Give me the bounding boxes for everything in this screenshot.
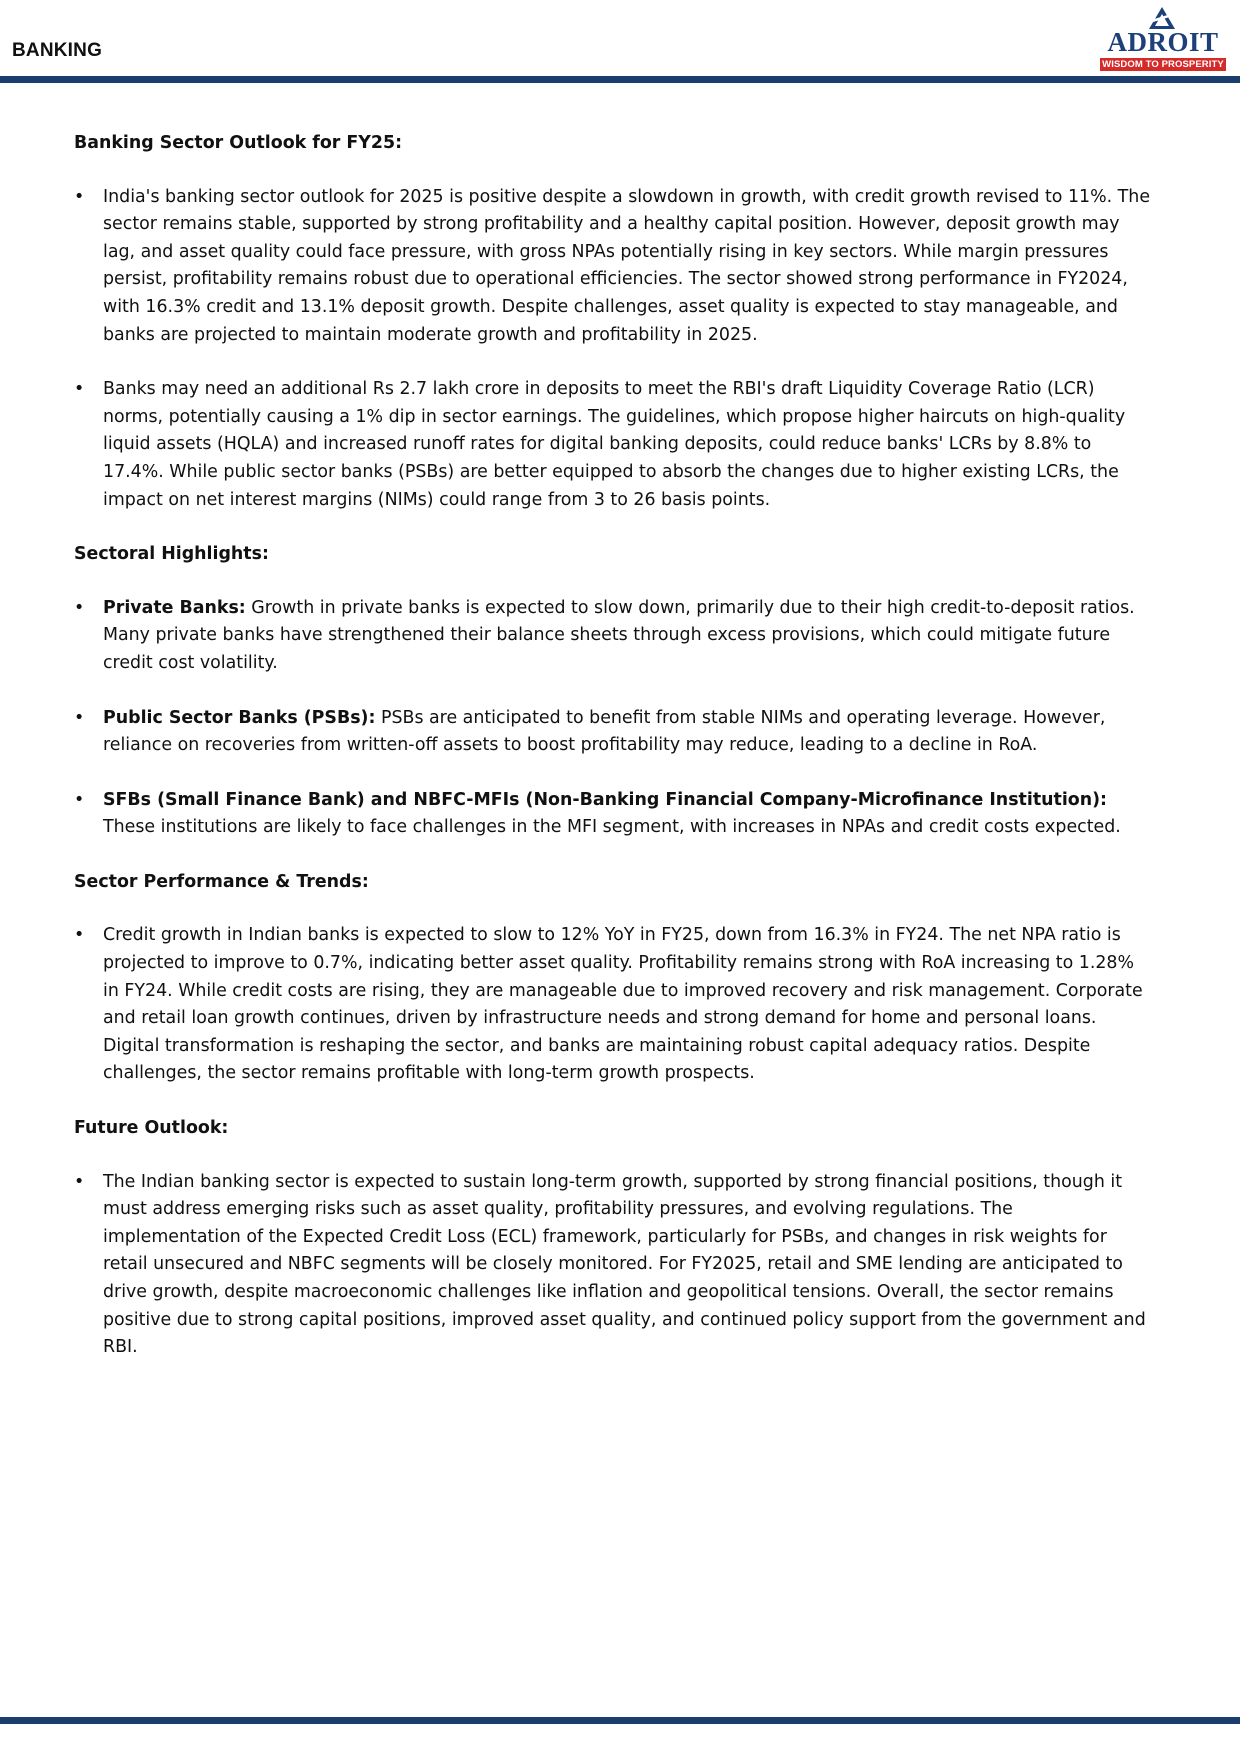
future-list [74, 1169, 1154, 1362]
bullet-text: Credit growth in Indian banks is expected to slow to 12% YoY in FY25, down from 16.3% in FY24. The net NPA ratio is projected to improve to 0.7%, indicating better asset quality. Profitability remains strong with RoA increasing to 1.28% in FY24. While credit costs are rising, they are manageable due to improved recovery and risk management. Corporate and retail loan growth continues, driven by infrastructure needs and strong demand for home and personal loans. Digital transformation is reshaping the sector, and banks are maintaining robust capital adequacy ratios. Despite challenges, the sector remains profitable with long-term growth prospects. [103, 925, 1143, 1084]
bullet-icon: • [74, 1171, 85, 1192]
bullet-icon: • [74, 597, 85, 618]
item-text: These institutions are likely to face challenges in the MFI segment, with increases in NPAs and credit costs expected. [103, 817, 1121, 838]
bullet-icon: • [74, 707, 85, 728]
footer-rule [0, 1717, 1240, 1724]
performance-heading: Sector Performance & Trends: [74, 871, 369, 892]
highlights-list [74, 595, 1154, 842]
highlights-heading: Sectoral Highlights: [74, 544, 269, 565]
bullet-text: Banks may need an additional Rs 2.7 lakh crore in deposits to meet the RBI's draft Liquidity Coverage Ratio (LCR) norms, potentially causing a 1% dip in sector earnings. The guidelines, which propose higher haircuts on high-quality liquid assets (HQLA) and increased runoff rates for digital banking deposits, could reduce banks' LCRs by 8.8% to 17.4%. While public sector banks (PSBs) are better equipped to absorb the changes due to higher existing LCRs, the impact on net interest margins (NIMs) could range from 3 to 26 basis points. [103, 379, 1126, 510]
list-item [74, 1169, 1154, 1362]
item-lead: Private Banks: [103, 597, 246, 618]
item-text: PSBs are anticipated to benefit from stable NIMs and operating leverage. However, reliance on recoveries from written-off assets to boost profitability may reduce, leading to a decline in RoA. [103, 707, 1106, 756]
bullet-icon: • [74, 925, 85, 946]
future-heading: Future Outlook: [74, 1118, 229, 1139]
bullet-text: The Indian banking sector is expected to sustain long-term growth, supported by strong financial positions, though it must address emerging risks such as asset quality, profitability pressures, and evolving regulations. The implementation of the Expected Credit Loss (ECL) framework, particularly for PSBs, and changes in risk weights for retail unsecured and NBFC segments will be closely monitored. For FY2025, retail and SME lending are anticipated to drive growth, despite macroeconomic challenges like inflation and geopolitical tensions. Overall, the sector remains positive due to strong capital positions, improved asset quality, and continued policy support from the government and RBI. [103, 1171, 1146, 1358]
section-title: BANKING [12, 40, 103, 61]
document-body [74, 130, 1154, 1389]
list-item [74, 595, 1154, 678]
bullet-icon: • [74, 789, 85, 810]
header-rule [0, 76, 1240, 83]
item-text: Growth in private banks is expected to slow down, primarily due to their high credit-to-deposit ratios. Many private banks have strengthened their balance sheets through excess provisions, which could mitigate future credit cost volatility. [103, 597, 1135, 673]
logo-tagline: WISDOM TO PROSPERITY [1100, 58, 1226, 71]
adroit-logo [1098, 6, 1228, 72]
bullet-icon: • [74, 379, 85, 400]
list-item [74, 705, 1154, 760]
bullet-text: India's banking sector outlook for 2025 is positive despite a slowdown in growth, with credit growth revised to 11%. The sector remains stable, supported by strong profitability and a healthy capital position. However, deposit growth may lag, and asset quality could face pressure, with gross NPAs potentially rising in key sectors. While margin pressures persist, profitability remains robust due to operational efficiencies. The sector showed strong performance in FY2024, with 16.3% credit and 13.1% deposit growth. Despite challenges, asset quality is expected to stay manageable, and banks are projected to maintain moderate growth and profitability in 2025. [103, 186, 1151, 345]
performance-list [74, 922, 1154, 1088]
list-item [74, 376, 1154, 514]
item-lead: Public Sector Banks (PSBs): [103, 707, 376, 728]
list-item [74, 922, 1154, 1088]
list-item [74, 184, 1154, 350]
item-lead: SFBs (Small Finance Bank) and NBFC-MFIs (Non-Banking Financial Company-Microfinance Institution): [103, 789, 1108, 810]
outlook-heading: Banking Sector Outlook for FY25: [74, 133, 403, 153]
outlook-list [74, 184, 1154, 515]
list-item [74, 787, 1154, 842]
bullet-icon: • [74, 186, 85, 207]
logo-text: ADROIT [1107, 27, 1219, 57]
